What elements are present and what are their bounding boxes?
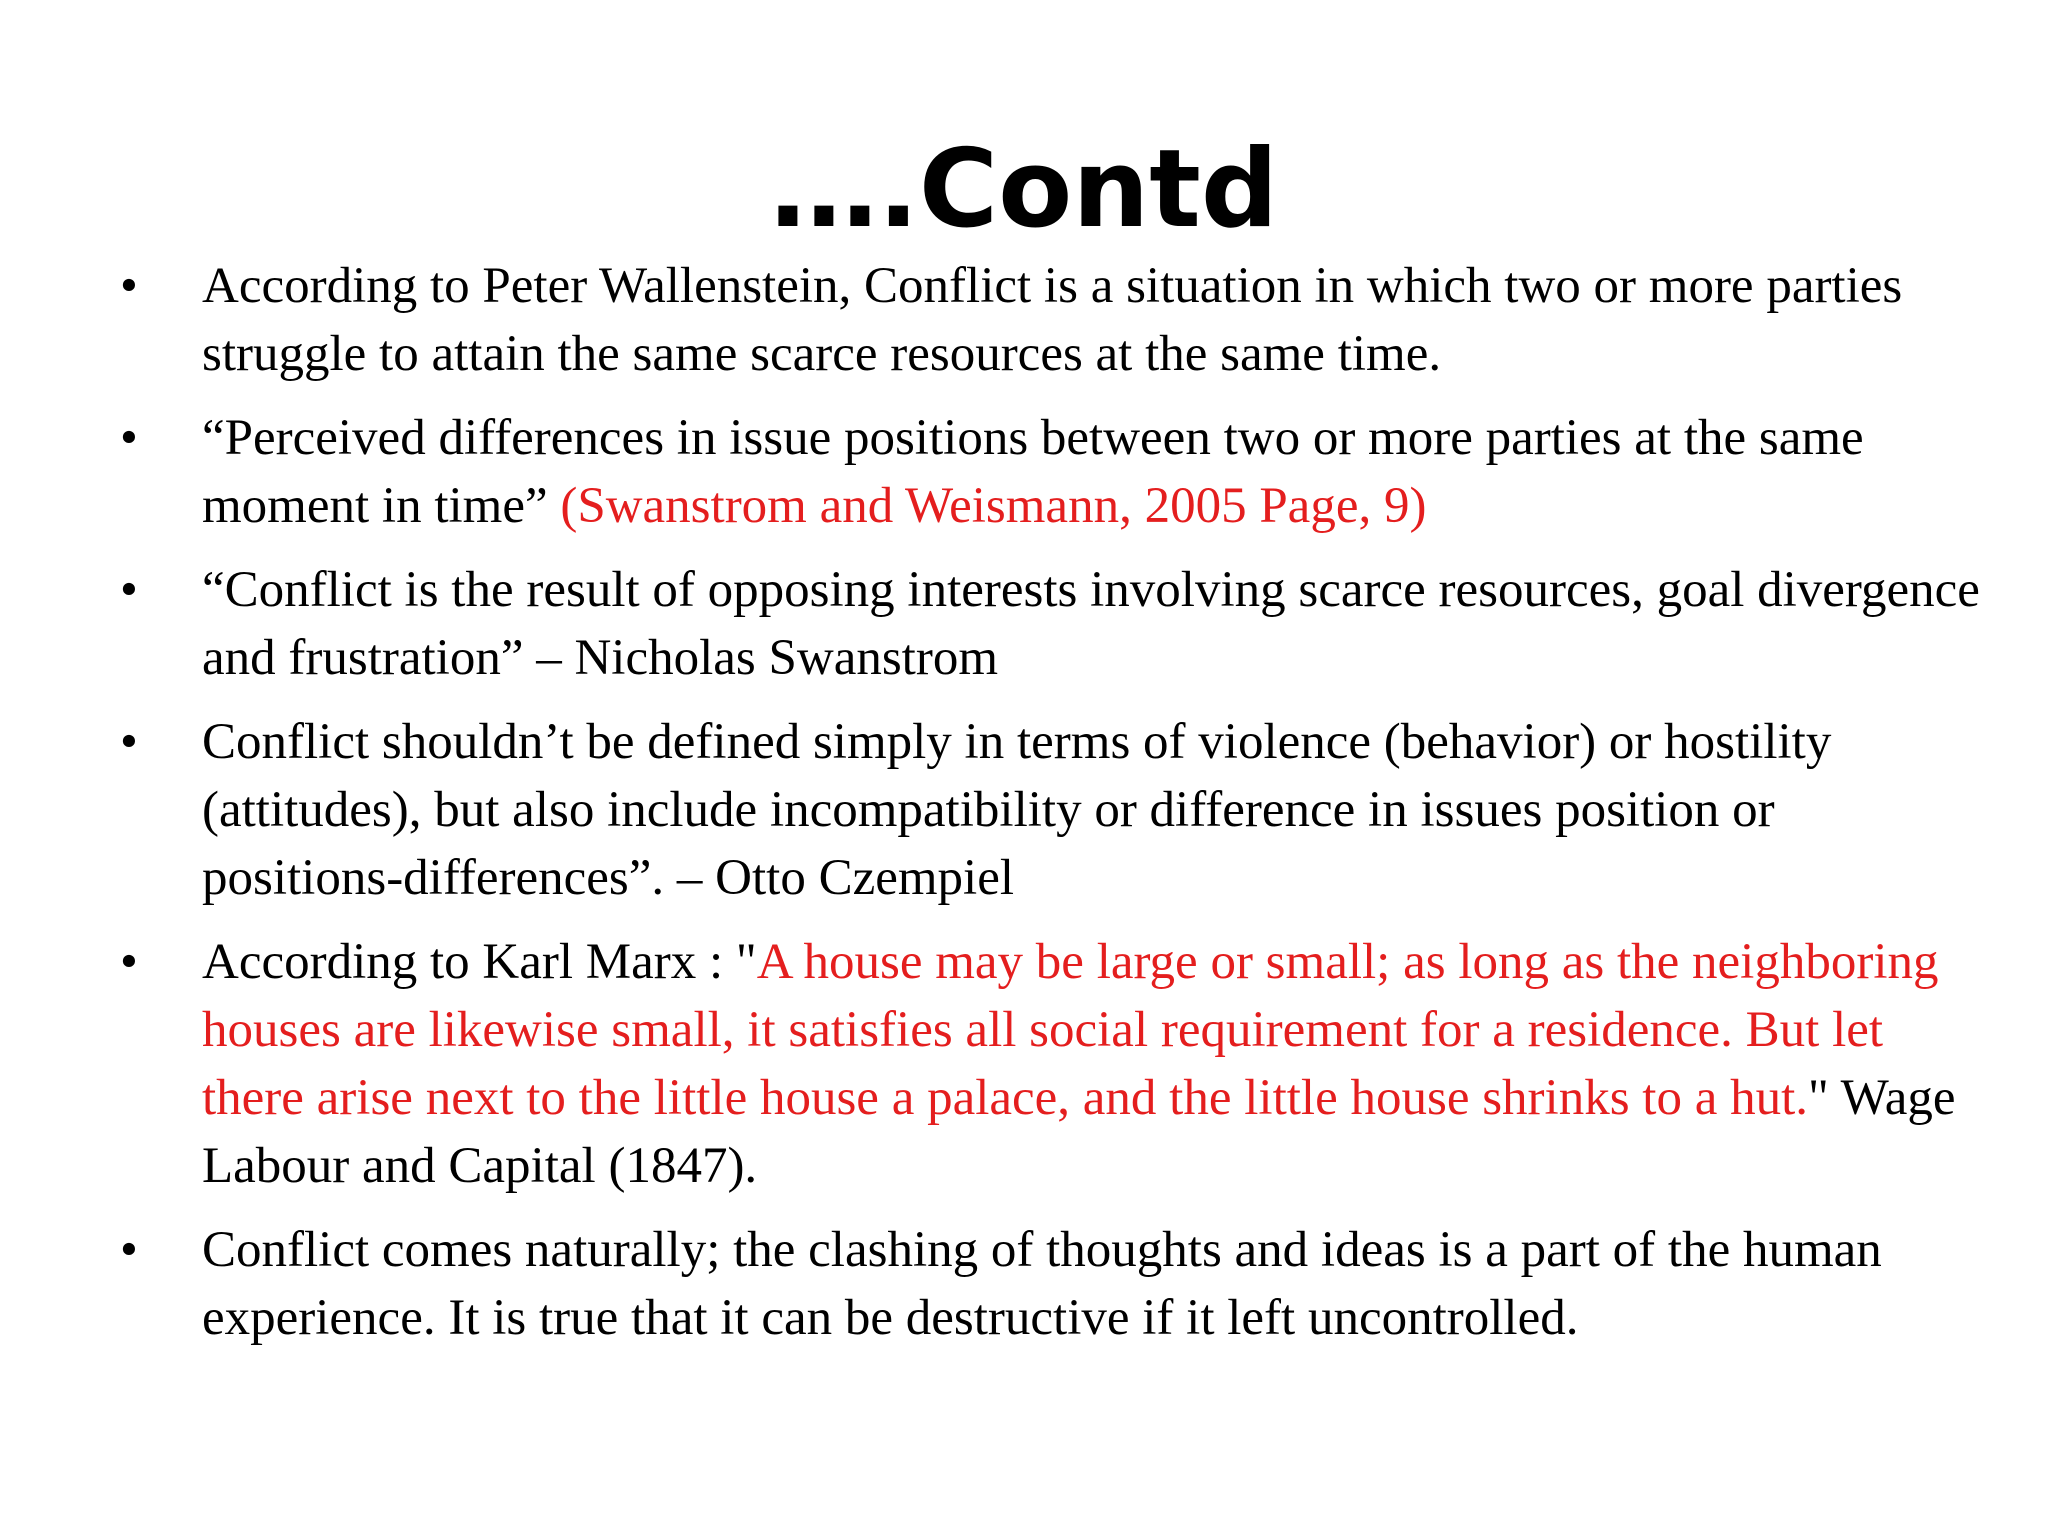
bullet-dot-icon: • — [120, 258, 138, 314]
bullet-otto-czempiel — [120, 708, 1980, 912]
bullet-list — [120, 252, 1980, 1368]
bullet-dot-icon: • — [120, 1222, 138, 1278]
bullet-quote: A house may be large or small; as long as the neighboring houses are likewise small, it satisfies all social requirement for a residence. But let there arise next to the little house a palace, and the little house shrinks to a hut. — [202, 934, 1939, 1126]
bullet-dot-icon: • — [120, 934, 138, 990]
bullet-swanstrom-weismann — [120, 404, 1980, 540]
bullet-text: “Conflict is the result of opposing interests involving scarce resources, goal divergence and frustration” – Nicholas Swanstrom — [202, 562, 1980, 686]
bullet-suffix: " Wage Labour and Capital (1847). — [202, 1070, 1956, 1194]
bullet-text: Conflict comes naturally; the clashing of thoughts and ideas is a part of the human experience. It is true that it can be destructive if it left uncontrolled. — [202, 1222, 1882, 1346]
bullet-wallenstein — [120, 252, 1980, 388]
slide-title: ….Contd — [769, 127, 1279, 252]
bullet-dot-icon: • — [120, 562, 138, 618]
bullet-text: Conflict shouldn’t be defined simply in terms of violence (behavior) or hostility (attitudes), but also include incompatibility or difference in issues position or positions-differences”. – Otto Czempiel — [202, 714, 1832, 906]
bullet-nicholas-swanstrom — [120, 556, 1980, 692]
bullet-dot-icon: • — [120, 410, 138, 466]
bullet-citation: (Swanstrom and Weismann, 2005 Page, 9) — [560, 478, 1427, 534]
bullet-prefix: According to Karl Marx : " — [202, 934, 757, 990]
bullet-text: “Perceived differences in issue positions between two or more parties at the same moment in time” — [202, 410, 1864, 534]
bullet-karl-marx — [120, 928, 1980, 1200]
bullet-conflict-natural — [120, 1216, 1980, 1352]
bullet-text: According to Peter Wallenstein, Conflict is a situation in which two or more parties struggle to attain the same scarce resources at the same time. — [202, 258, 1903, 382]
bullet-dot-icon: • — [120, 714, 138, 770]
